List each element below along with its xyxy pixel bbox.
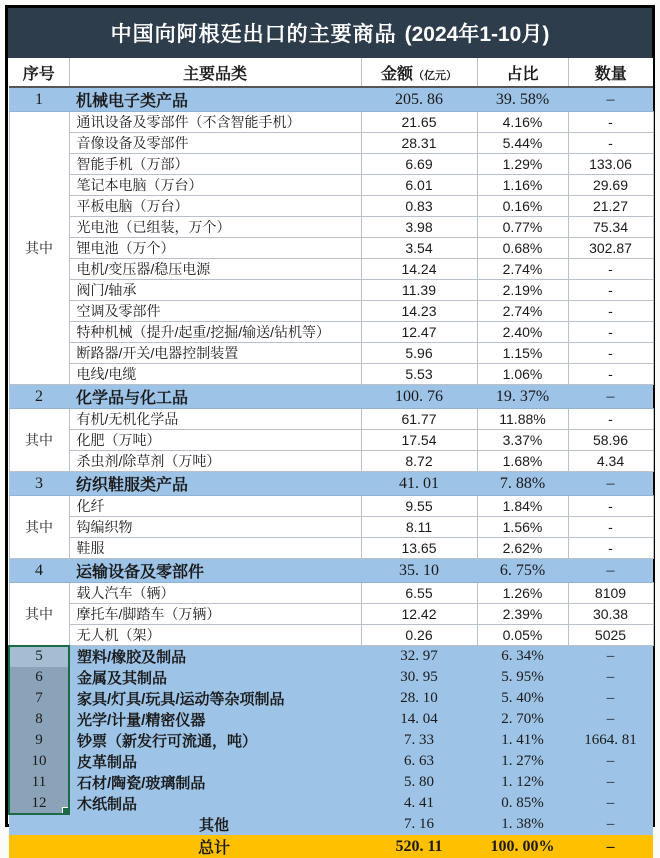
table-row bbox=[9, 87, 653, 112]
category-cell[interactable]: 总计 bbox=[197, 840, 230, 857]
amount-cell[interactable]: 41. 01 bbox=[361, 472, 477, 496]
seq-cell[interactable] bbox=[9, 835, 69, 858]
merge-cell-qizhong[interactable]: 其中 bbox=[9, 496, 69, 559]
quantity-cell[interactable]: 75.34 bbox=[568, 217, 653, 238]
quantity-cell[interactable]: - bbox=[568, 409, 653, 430]
table-row bbox=[9, 238, 653, 259]
share-cell[interactable]: 7. 88% bbox=[477, 472, 568, 496]
table-row bbox=[9, 259, 653, 280]
merge-cell-qizhong[interactable]: 其中 bbox=[9, 409, 69, 472]
quantity-cell[interactable]: – bbox=[568, 472, 653, 496]
table-title-bar bbox=[8, 8, 652, 58]
category-cell[interactable]: 锂电池（万个） bbox=[69, 238, 361, 259]
amount-cell[interactable]: 11.39 bbox=[361, 280, 477, 301]
merge-cell-qizhong[interactable]: 其中 bbox=[9, 112, 69, 385]
category-cell[interactable]: 化肥（万吨） bbox=[69, 430, 361, 451]
share-cell[interactable]: 0.05% bbox=[477, 625, 568, 646]
seq-cell[interactable]: 11 bbox=[9, 772, 69, 793]
table-title-period: (2024年1-10月) bbox=[404, 23, 550, 46]
share-cell[interactable]: 2.19% bbox=[477, 280, 568, 301]
seq-cell[interactable]: 9 bbox=[9, 730, 69, 751]
table-row bbox=[9, 217, 653, 238]
share-cell[interactable]: 2. 70% bbox=[501, 711, 544, 727]
quantity-cell[interactable]: – bbox=[606, 753, 615, 769]
quantity-cell[interactable]: 302.87 bbox=[568, 238, 653, 259]
seq-cell[interactable]: 1 bbox=[9, 87, 69, 112]
table-row bbox=[9, 667, 653, 688]
category-cell[interactable]: 平板电脑（万台） bbox=[69, 196, 361, 217]
share-cell[interactable]: 1. 12% bbox=[501, 774, 544, 790]
quantity-cell[interactable]: – bbox=[606, 837, 615, 855]
share-cell[interactable]: 1.84% bbox=[477, 496, 568, 517]
quantity-cell[interactable]: 30.38 bbox=[568, 604, 653, 625]
category-cell[interactable]: 金属及其制品 bbox=[77, 670, 168, 687]
amount-cell[interactable]: 0.26 bbox=[361, 625, 477, 646]
category-cell[interactable]: 钩编织物 bbox=[69, 517, 361, 538]
amount-cell[interactable]: 6. 63 bbox=[404, 753, 434, 769]
amount-cell[interactable]: 520. 11 bbox=[395, 837, 443, 855]
seq-cell[interactable]: 7 bbox=[9, 688, 69, 709]
category-cell[interactable]: 其他 bbox=[198, 817, 229, 834]
quantity-cell[interactable]: - bbox=[568, 112, 653, 133]
quantity-cell[interactable]: 133.06 bbox=[568, 154, 653, 175]
merge-cell-qizhong[interactable]: 其中 bbox=[9, 583, 69, 646]
category-cell[interactable]: 石材/陶瓷/玻璃制品 bbox=[77, 775, 206, 792]
share-cell[interactable]: 6. 75% bbox=[477, 559, 568, 583]
amount-cell[interactable]: 35. 10 bbox=[361, 559, 477, 583]
amount-cell[interactable]: 14. 04 bbox=[400, 711, 438, 727]
category-cell[interactable]: 家具/灯具/玩具/运动等杂项制品 bbox=[77, 691, 285, 708]
share-cell[interactable]: 1.15% bbox=[477, 343, 568, 364]
quantity-cell[interactable]: 8109 bbox=[568, 583, 653, 604]
category-cell[interactable]: 特种机械（提升/起重/挖掘/输送/钻机等） bbox=[69, 322, 361, 343]
amount-cell[interactable]: 13.65 bbox=[361, 538, 477, 559]
amount-cell[interactable]: 17.54 bbox=[361, 430, 477, 451]
category-cell[interactable]: 音像设备及零部件 bbox=[69, 133, 361, 154]
quantity-cell[interactable]: – bbox=[606, 690, 615, 706]
quantity-cell[interactable]: - bbox=[568, 496, 653, 517]
header-row bbox=[9, 58, 653, 87]
table-row bbox=[9, 280, 653, 301]
amount-cell[interactable]: 28.31 bbox=[361, 133, 477, 154]
table-row bbox=[9, 112, 653, 133]
category-cell[interactable]: 断路器/开关/电器控制装置 bbox=[69, 343, 361, 364]
quantity-cell[interactable]: 5025 bbox=[568, 625, 653, 646]
quantity-cell[interactable]: – bbox=[606, 795, 615, 811]
quantity-cell[interactable]: - bbox=[568, 538, 653, 559]
share-cell[interactable]: 39. 58% bbox=[477, 87, 568, 112]
quantity-cell[interactable]: – bbox=[606, 711, 615, 727]
share-cell[interactable]: 1.68% bbox=[477, 451, 568, 472]
amount-cell[interactable]: 6.01 bbox=[361, 175, 477, 196]
table-row bbox=[9, 301, 653, 322]
table-row bbox=[9, 133, 653, 154]
category-cell[interactable]: 电机/变压器/稳压电源 bbox=[69, 259, 361, 280]
category-cell[interactable]: 纺织鞋服类产品 bbox=[69, 472, 361, 496]
quantity-cell[interactable]: - bbox=[568, 280, 653, 301]
share-cell[interactable]: 0.77% bbox=[477, 217, 568, 238]
amount-cell[interactable]: 12.42 bbox=[361, 604, 477, 625]
category-cell[interactable]: 空调及零部件 bbox=[69, 301, 361, 322]
seq-cell[interactable]: 8 bbox=[9, 709, 69, 730]
share-cell[interactable]: 1.26% bbox=[477, 583, 568, 604]
amount-cell[interactable]: 5. 80 bbox=[404, 774, 434, 790]
amount-unit-label: （亿元） bbox=[413, 69, 457, 82]
export-table-panel bbox=[5, 5, 655, 857]
amount-cell[interactable]: 14.24 bbox=[361, 259, 477, 280]
category-cell[interactable]: 智能手机（万部） bbox=[69, 154, 361, 175]
table-row bbox=[9, 835, 653, 858]
amount-cell[interactable]: 7. 16 bbox=[404, 816, 434, 832]
share-cell[interactable]: 0.68% bbox=[477, 238, 568, 259]
category-cell[interactable]: 机械电子类产品 bbox=[69, 87, 361, 112]
share-cell[interactable]: 5.44% bbox=[477, 133, 568, 154]
table-row bbox=[9, 793, 653, 814]
amount-cell[interactable]: 28. 10 bbox=[400, 690, 438, 706]
quantity-cell[interactable]: - bbox=[568, 301, 653, 322]
table-row bbox=[9, 688, 653, 709]
share-cell[interactable]: 5. 40% bbox=[501, 690, 544, 706]
amount-cell[interactable]: 32. 97 bbox=[400, 648, 438, 664]
table-row bbox=[9, 385, 653, 409]
quantity-cell[interactable]: – bbox=[606, 669, 615, 685]
table-row bbox=[9, 517, 653, 538]
quantity-cell[interactable]: – bbox=[606, 648, 615, 664]
category-cell[interactable]: 塑料/橡胶及制品 bbox=[77, 649, 187, 666]
quantity-cell[interactable]: – bbox=[568, 87, 653, 112]
amount-cell[interactable]: 61.77 bbox=[361, 409, 477, 430]
share-cell[interactable]: 2.74% bbox=[477, 259, 568, 280]
amount-cell[interactable]: 4. 41 bbox=[404, 795, 434, 811]
share-cell[interactable]: 11.88% bbox=[477, 409, 568, 430]
category-cell[interactable]: 通讯设备及零部件（不含智能手机） bbox=[69, 112, 361, 133]
share-cell[interactable]: 2.39% bbox=[477, 604, 568, 625]
seq-cell[interactable]: 4 bbox=[9, 559, 69, 583]
quantity-cell[interactable]: 4.34 bbox=[568, 451, 653, 472]
table-row bbox=[9, 451, 653, 472]
quantity-cell[interactable]: - bbox=[568, 322, 653, 343]
amount-cell[interactable]: 8.72 bbox=[361, 451, 477, 472]
share-cell[interactable]: 0.16% bbox=[477, 196, 568, 217]
table-row bbox=[9, 409, 653, 430]
amount-cell[interactable]: 12.47 bbox=[361, 322, 477, 343]
table-row bbox=[9, 343, 653, 364]
category-cell[interactable]: 化学品与化工品 bbox=[69, 385, 361, 409]
quantity-cell[interactable]: – bbox=[568, 559, 653, 583]
table-row bbox=[9, 709, 653, 730]
amount-cell[interactable]: 205. 86 bbox=[361, 87, 477, 112]
table-row bbox=[9, 430, 653, 451]
share-cell[interactable]: 0. 85% bbox=[501, 795, 544, 811]
share-cell[interactable]: 100. 00% bbox=[490, 837, 555, 855]
category-cell[interactable]: 载人汽车（辆） bbox=[69, 583, 361, 604]
quantity-cell[interactable]: - bbox=[568, 259, 653, 280]
table-row bbox=[9, 538, 653, 559]
table-row bbox=[9, 583, 653, 604]
table-row bbox=[9, 496, 653, 517]
quantity-cell[interactable]: – bbox=[568, 385, 653, 409]
share-cell[interactable]: 1.29% bbox=[477, 154, 568, 175]
share-cell[interactable]: 1. 38% bbox=[501, 816, 544, 832]
table-row bbox=[9, 751, 653, 772]
amount-cell[interactable]: 8.11 bbox=[361, 517, 477, 538]
category-cell[interactable]: 鞋服 bbox=[69, 538, 361, 559]
share-cell[interactable]: 2.40% bbox=[477, 322, 568, 343]
table-row bbox=[9, 472, 653, 496]
quantity-cell[interactable]: - bbox=[568, 133, 653, 154]
column-header-category[interactable]: 主要品类 bbox=[69, 58, 361, 87]
category-cell[interactable]: 摩托车/脚踏车（万辆） bbox=[69, 604, 361, 625]
share-cell[interactable]: 4.16% bbox=[477, 112, 568, 133]
quantity-cell[interactable]: - bbox=[568, 517, 653, 538]
table-row bbox=[9, 175, 653, 196]
category-cell[interactable]: 皮革制品 bbox=[77, 754, 138, 771]
category-cell[interactable]: 化纤 bbox=[69, 496, 361, 517]
table-row bbox=[9, 625, 653, 646]
share-cell[interactable]: 1. 27% bbox=[501, 753, 544, 769]
quantity-cell[interactable]: - bbox=[568, 343, 653, 364]
column-header-amount[interactable]: 金额（亿元） bbox=[361, 58, 477, 87]
table-row bbox=[9, 730, 653, 751]
share-cell[interactable]: 5. 95% bbox=[501, 669, 544, 685]
share-cell[interactable]: 2.74% bbox=[477, 301, 568, 322]
quantity-cell[interactable]: 29.69 bbox=[568, 175, 653, 196]
seq-cell[interactable]: 3 bbox=[9, 472, 69, 496]
quantity-cell[interactable]: - bbox=[568, 364, 653, 385]
amount-cell[interactable]: 100. 76 bbox=[361, 385, 477, 409]
amount-cell[interactable]: 14.23 bbox=[361, 301, 477, 322]
share-cell[interactable]: 3.37% bbox=[477, 430, 568, 451]
share-cell[interactable]: 1.56% bbox=[477, 517, 568, 538]
quantity-cell[interactable]: 58.96 bbox=[568, 430, 653, 451]
category-cell[interactable]: 阀门/轴承 bbox=[69, 280, 361, 301]
table-row bbox=[9, 559, 653, 583]
share-cell[interactable]: 19. 37% bbox=[477, 385, 568, 409]
amount-cell[interactable]: 3.54 bbox=[361, 238, 477, 259]
amount-cell[interactable]: 30. 95 bbox=[400, 669, 438, 685]
amount-cell[interactable]: 6.69 bbox=[361, 154, 477, 175]
category-cell[interactable]: 运输设备及零部件 bbox=[69, 559, 361, 583]
category-cell[interactable]: 杀虫剂/除草剂（万吨） bbox=[69, 451, 361, 472]
quantity-cell[interactable]: – bbox=[606, 816, 615, 832]
share-cell[interactable]: 1. 41% bbox=[501, 732, 544, 748]
amount-cell[interactable]: 5.53 bbox=[361, 364, 477, 385]
table-row bbox=[9, 646, 653, 668]
quantity-cell[interactable]: – bbox=[606, 774, 615, 790]
amount-cell[interactable]: 9.55 bbox=[361, 496, 477, 517]
column-header-quantity[interactable]: 数量 bbox=[568, 58, 653, 87]
column-header-share[interactable]: 占比 bbox=[477, 58, 568, 87]
seq-cell[interactable]: 12 bbox=[9, 793, 69, 814]
share-cell[interactable]: 2.62% bbox=[477, 538, 568, 559]
table-title: 中国向阿根廷出口的主要商品 bbox=[110, 23, 397, 46]
quantity-cell[interactable]: 21.27 bbox=[568, 196, 653, 217]
share-cell[interactable]: 1.16% bbox=[477, 175, 568, 196]
selection-fill-handle[interactable] bbox=[62, 807, 69, 814]
table-row bbox=[9, 322, 653, 343]
quantity-cell[interactable]: 1664. 81 bbox=[584, 732, 637, 748]
category-cell[interactable]: 木纸制品 bbox=[77, 796, 138, 813]
category-cell[interactable]: 有机/无机化学品 bbox=[69, 409, 361, 430]
table-row bbox=[9, 196, 653, 217]
seq-cell[interactable]: 2 bbox=[9, 385, 69, 409]
amount-cell[interactable]: 6.55 bbox=[361, 583, 477, 604]
amount-cell[interactable]: 5.96 bbox=[361, 343, 477, 364]
table-row bbox=[9, 604, 653, 625]
export-table bbox=[8, 58, 654, 858]
category-cell[interactable]: 笔记本电脑（万台） bbox=[69, 175, 361, 196]
share-cell[interactable]: 1.06% bbox=[477, 364, 568, 385]
seq-cell[interactable]: 10 bbox=[9, 751, 69, 772]
amount-cell[interactable]: 21.65 bbox=[361, 112, 477, 133]
category-cell[interactable]: 光电池（已组装，万个） bbox=[69, 217, 361, 238]
category-cell[interactable]: 光学/计量/精密仪器 bbox=[77, 712, 206, 729]
column-header-seq[interactable]: 序号 bbox=[9, 58, 69, 87]
amount-cell[interactable]: 3.98 bbox=[361, 217, 477, 238]
table-row bbox=[9, 772, 653, 793]
share-cell[interactable]: 6. 34% bbox=[501, 648, 544, 664]
table-row bbox=[9, 154, 653, 175]
seq-cell[interactable]: 6 bbox=[9, 667, 69, 688]
category-cell[interactable]: 无人机（架） bbox=[69, 625, 361, 646]
amount-cell[interactable]: 0.83 bbox=[361, 196, 477, 217]
amount-cell[interactable]: 7. 33 bbox=[404, 732, 434, 748]
category-cell[interactable]: 钞票（新发行可流通，吨） bbox=[77, 733, 258, 750]
table-row bbox=[9, 364, 653, 385]
category-cell[interactable]: 电线/电缆 bbox=[69, 364, 361, 385]
seq-cell[interactable]: 5 bbox=[9, 646, 69, 668]
